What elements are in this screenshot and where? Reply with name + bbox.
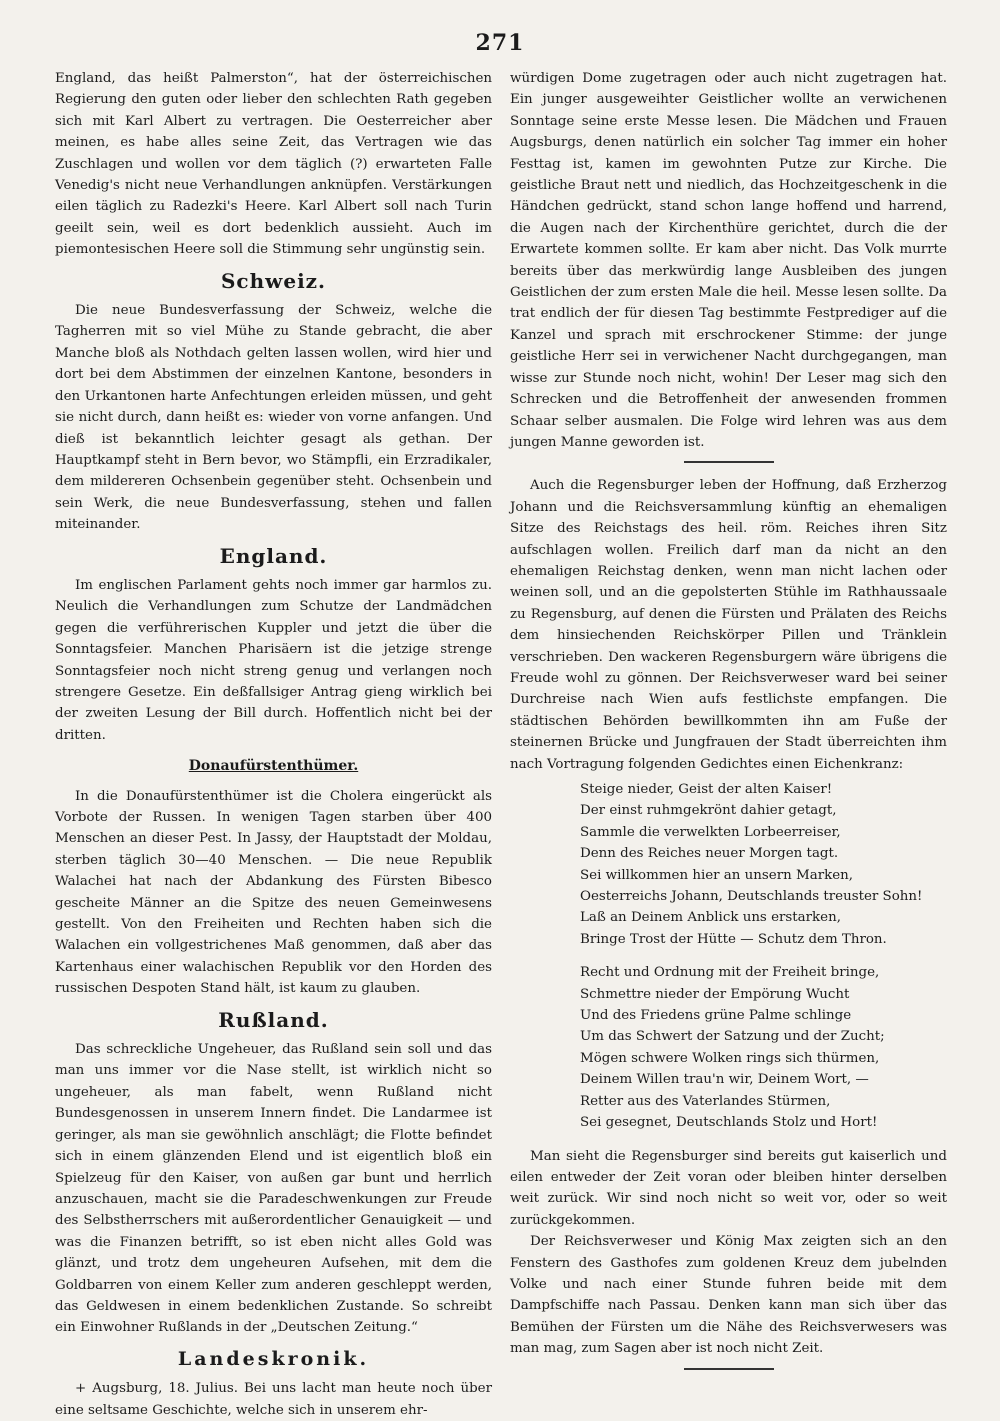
section-heading-schweiz: Schweiz.	[220, 268, 327, 293]
poem-stanza-1	[580, 779, 947, 950]
poem-line: Steige nieder, Geist der alten Kaiser!	[580, 782, 833, 797]
poem-line: Deinem Willen trau'n wir, Deinem Wort, —	[580, 1072, 869, 1088]
right-column	[510, 68, 947, 1382]
article-england: Im englischen Parlament gehts noch immer gar harmlos zu. Neulich die Verhandlungen zum Schutze der Landmädchen gegen die verführerischen Kuppler und jetzt die über die Sonntagsfeier. Manchen Pharisäern ist die jetzige strenge Sonntagsfeier noch nicht streng genug und verlangen noch strengere Gesetze. Ein deßfallsiger Antrag gieng wirklich bei der zweiten Lesung der Bill durch. Hoffentlich nicht bei der dritten.	[55, 577, 492, 743]
article-augsburg-continuation: würdigen Dome zugetragen oder auch nicht zugetragen hat. Ein junger ausgeweihter Geistlicher wollte an verwichenen Sonntage seine erste Messe lesen. Die Mädchen und Frauen Augsburgs, denen natürlich ein solcher Tag immer ein hoher Festtag ist, kamen im gewohnten Putze zur Kirche. Die geistliche Braut nett und niedlich, das Hochzeitgeschenk in die Händchen gedrückt, stand schon lange hoffend und harrend, die Augen nach der Kirchenthüre gerichtet, durch die der Erwartete kommen sollte. Er kam aber nicht. Das Volk murrte bereits über das merkwürdig lange Ausbleiben des jungen Geistlichen der zum ersten Male die heil. Messe lesen sollte. Da trat endlich der für diesen Tag bestimmte Festprediger auf die Kanzel und sprach mit erschrockener Stimme: der junge geistliche Herr sei in verwichener Nacht durchgegangen, man wisse zur Stunde noch nicht, wohin! Der Leser mag sich den Schrecken und die Betroffenheit der anwesenden frommen Schaar selber ausmalen. Die Folge wird lehren was aus dem jungen Manne geworden ist.	[510, 71, 947, 450]
article-regensburg-visit: Der Reichsverweser und König Max zeigten sich an den Fenstern des Gasthofes zum goldenen Kreuz dem jubelnden Volke und nach einer Stunde fuhren beide mit dem Dampfschiffe nach Passau. Denken kann man sich über das Bemühen der Fürsten um die Nähe des Reichsverwesers was man mag, zum Sagen aber ist noch nicht Zeit.	[510, 1234, 947, 1357]
poem-line: Laß an Deinem Anblick uns erstarken,	[580, 910, 841, 926]
section-divider	[684, 461, 774, 463]
section-heading-russland: Rußland.	[218, 1007, 329, 1032]
end-divider	[684, 1368, 774, 1370]
poem-line: Recht und Ordnung mit der Freiheit bringe,	[580, 965, 880, 981]
article-regensburg: Auch die Regensburger leben der Hoffnung, daß Erzherzog Johann und die Reichsversammlung künftig an ehemaligen Sitze des Reichstags des heil. röm. Reiches ihren Sitz aufschlagen wollen. Freilich darf man da nicht an den ehemaligen Reichstag denken, wenn man nicht lachen oder weinen soll, und an die gepolsterten Stühle im Rathhaussaale zu Regensburg, auf denen die Fürsten und Prälaten des Reichs dem hinsiechenden Reichskörper Pillen und Tränklein verschrieben. Den wackeren Regensburgern wäre übrigens die Freude wohl zu gönnen. Der Reichsverweser ward bei seiner Durchreise nach Wien aufs festlichste empfangen. Die städtischen Behörden bewillkommten ihn am Fuße der steinernen Brücke und Jungfrauen der Stadt überreichten ihm nach Vortragung folgenden Gedichtes einen Eichenkranz:	[510, 478, 947, 772]
poem-line: Und des Friedens grüne Palme schlinge	[580, 1008, 852, 1024]
poem	[580, 779, 947, 1134]
section-heading-donau: Donaufürstenthümer.	[188, 758, 359, 775]
article-regensburg-comment: Man sieht die Regensburger sind bereits gut kaiserlich und eilen entweder der Zeit voran oder bleiben hinter derselben weit zurück. Wir sind noch nicht so weit vor, oder so weit zurückgekommen.	[510, 1148, 947, 1228]
article-augsburg: + Augsburg, 18. Julius. Bei uns lacht man heute noch über eine seltsame Geschichte, welche sich in unserem ehr-	[55, 1381, 492, 1418]
poem-line: Der einst ruhmgekrönt dahier getagt,	[580, 803, 837, 819]
poem-line: Retter aus des Vaterlandes Stürmen,	[580, 1093, 831, 1109]
poem-line: Um das Schwert der Satzung und der Zucht;	[580, 1029, 885, 1045]
poem-stanza-2	[580, 962, 947, 1133]
section-heading-england: England.	[219, 543, 328, 568]
article-russland: Das schreckliche Ungeheuer, das Rußland sein soll und das man uns immer vor die Nase stellt, ist wirklich nicht so ungeheuer, als man fabelt, wenn Rußland nicht Bundesgenossen in unserem Innern findet. Die Landarmee ist geringer, als man sie gewöhnlich anschlägt; die Flotte befindet sich in einem glänzenden Elend und ist eigentlich bloß ein Spielzeug für den Kaiser, von außen gar bunt und herrlich anzuschauen, macht sie die Paradeschwenkungen zur Freude des Selbstherrschers mit außerordentlicher Genauigkeit — und was die Finanzen betrifft, so ist eben nicht alles Gold was glänzt, und trotz dem ungeheuren Aufsehen, mit dem die Goldbarren von einem Keller zum anderen geschleppt werden, das Geldwesen in einem bedenklichen Zustande. So schreibt ein Einwohner Rußlands in der „Deutschen Zeitung.“	[55, 1042, 492, 1336]
poem-line: Schmettre nieder der Empörung Wucht	[580, 986, 850, 1002]
article-schweiz: Die neue Bundesverfassung der Schweiz, welche die Tagherren mit so viel Mühe zu Stande gebracht, die aber Manche bloß als Nothdach gelten lassen wollen, wird hier und dort bei dem Abstimmen der einzelnen Kantone, besonders in den Urkantonen harte Anfechtungen erleiden müssen, und geht sie nicht durch, dann heißt es: wieder von vorne anfangen. Und dieß ist bekanntlich leichter gesagt als gethan. Der Hauptkampf steht in Bern bevor, wo Stämpfli, ein Erzradikaler, dem mildereren Ochsenbein gegenüber steht. Ochsenbein und sein Werk, die neue Bundesverfassung, stehen und fallen miteinander.	[55, 303, 492, 533]
poem-line: Oesterreichs Johann, Deutschlands treuster Sohn!	[580, 889, 923, 905]
poem-line: Bringe Trost der Hütte — Schutz dem Thron.	[580, 931, 887, 947]
poem-line: Sei gesegnet, Deutschlands Stolz und Hort!	[580, 1115, 878, 1131]
article-donau: In die Donaufürstenthümer ist die Cholera eingerückt als Vorbote der Russen. In wenigen Tagen starben über 400 Menschen an dieser Pest. In Jassy, der Hauptstadt der Moldau, sterben täglich 30—40 Menschen. — Die neue Republik Walachei hat nach der Abdankung des Fürsten Bibesco gescheite Männer an die Spitze des neuen Gemeinwesens gestellt. Von den Freiheiten und Rechten haben sich die Walachen ein vollgestrichenes Maß genommen, daß aber das Kartenhaus einer walachischen Republik vor den Horden des russischen Despoten Stand hält, ist kaum zu glauben.	[55, 788, 492, 997]
poem-line: Mögen schwere Wolken rings sich thürmen,	[580, 1050, 880, 1066]
page-number: 271	[475, 30, 525, 56]
left-column	[55, 68, 492, 1421]
poem-line: Denn des Reiches neuer Morgen tagt.	[580, 846, 839, 862]
poem-line: Sammle die verwelkten Lorbeerreiser,	[580, 824, 841, 840]
article-italy-continuation: England, das heißt Palmerston“, hat der österreichischen Regierung den guten oder lieber den schlechten Rath gegeben sich mit Karl Albert zu vertragen. Die Oesterreicher aber meinen, es habe alles seine Zeit, das Vertragen wie das Zuschlagen und wollen vor dem täglich (?) erwarteten Falle Venedig's nicht neue Verhandlungen anknüpfen. Verstärkungen eilen täglich zu Radezki's Heere. Karl Albert soll nach Turin geeilt sein, weil es dort bedenklich aussieht. Auch im piemontesischen Heere soll die Stimmung sehr ungünstig sein.	[55, 71, 492, 258]
section-heading-landeskronik: Landeskronik.	[177, 1347, 370, 1370]
poem-line: Sei willkommen hier an unsern Marken,	[580, 867, 854, 883]
